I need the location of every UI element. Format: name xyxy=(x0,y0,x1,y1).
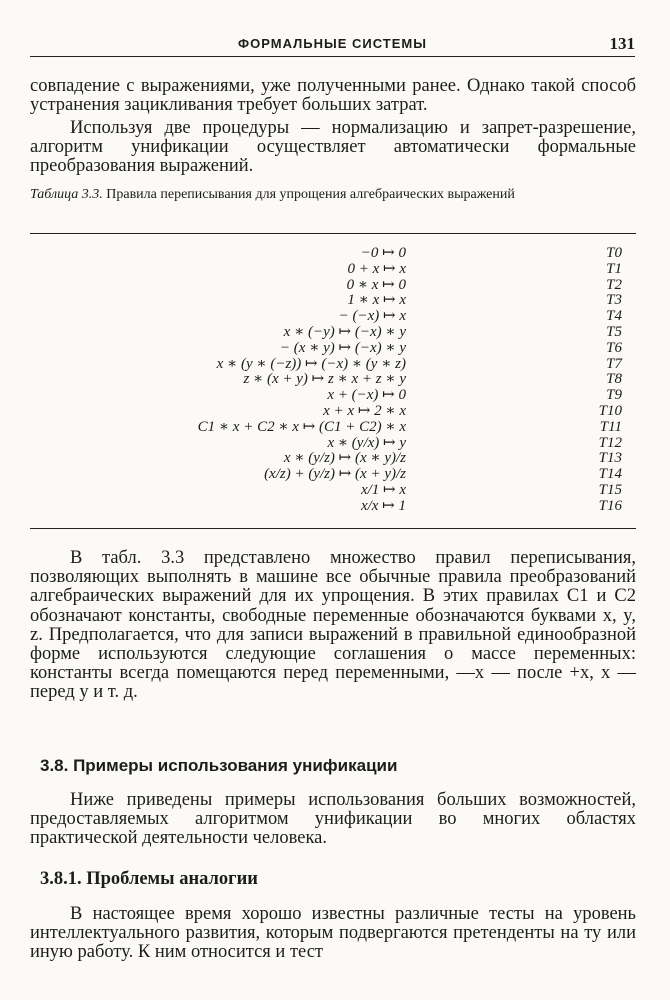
table-row xyxy=(30,499,636,515)
table-row xyxy=(30,404,636,420)
table-row xyxy=(30,341,636,357)
rule-expression: z ∗ (x + y) ↦ z ∗ x + z ∗ y xyxy=(243,371,406,388)
rule-expression: x/x ↦ 1 xyxy=(360,497,406,514)
table-row xyxy=(30,262,636,278)
rule-expression: 0 ∗ x ↦ 0 xyxy=(346,276,406,293)
rule-label: T7 xyxy=(606,355,622,372)
rule-expression: x/1 ↦ x xyxy=(360,481,406,498)
rewrite-rules-table xyxy=(30,246,636,515)
table-caption xyxy=(30,187,636,203)
table-row xyxy=(30,309,636,325)
rule-label: T1 xyxy=(606,260,622,277)
paragraph-3: В табл. 3.3 представлено множество правил переписывания, позволяющих выполнять в машине все обычные правила преобразований алгебраических выражений для их упрощения. В этих правилах C1 и C2 обозначают константы, свободные переменные обозначаются буквами x, y, z. Предполагается, что для записи выражений в правильной единообразной форме используются следующие соглашения о массе переменных: константы всегда помещаются перед переменными, —x — после +x, x — перед y и т. д. xyxy=(30,548,636,703)
rule-label: T0 xyxy=(606,245,622,261)
rule-label: T5 xyxy=(606,323,622,340)
table-row xyxy=(30,451,636,467)
rule-expression: 1 ∗ x ↦ x xyxy=(347,292,406,309)
rule-expression: 0 + x ↦ x xyxy=(347,260,406,277)
table-top-rule xyxy=(30,233,636,234)
rule-expression: x ∗ (y/z) ↦ (x ∗ y)/z xyxy=(283,450,406,467)
rule-expression: C1 ∗ x + C2 ∗ x ↦ (C1 + C2) ∗ x xyxy=(197,418,406,435)
running-title: ФОРМАЛЬНЫЕ СИСТЕМЫ xyxy=(238,36,427,51)
rule-label: T9 xyxy=(606,387,622,404)
rule-expression: x + (−x) ↦ 0 xyxy=(327,387,406,404)
rule-label: T12 xyxy=(598,434,622,451)
rule-expression: x ∗ (y/x) ↦ y xyxy=(327,434,406,451)
rule-expression: x ∗ (−y) ↦ (−x) ∗ y xyxy=(283,323,406,340)
rule-expression: x + x ↦ 2 ∗ x xyxy=(323,402,406,419)
table-bottom-rule xyxy=(30,528,636,529)
table-row xyxy=(30,372,636,388)
rule-label: T11 xyxy=(599,418,622,435)
rule-label: T3 xyxy=(606,292,622,309)
table-row xyxy=(30,246,636,262)
table-caption-text: Правила переписывания для упрощения алгебраических выражений xyxy=(106,187,515,202)
paragraph-2: Используя две процедуры — нормализацию и запрет-разрешение, алгоритм унификации осуществляет автоматически формальные преобразования выражений. xyxy=(30,118,636,177)
rule-label: T2 xyxy=(606,276,622,293)
paragraph-4: Ниже приведены примеры использования больших возможностей, предоставляемых алгоритмом унификации во многих областях практической деятельности человека. xyxy=(30,790,636,849)
table-row xyxy=(30,293,636,309)
table-row xyxy=(30,467,636,483)
rule-label: T10 xyxy=(598,402,622,419)
page-number: 131 xyxy=(609,34,635,53)
rule-label: T6 xyxy=(606,339,622,356)
rule-label: T13 xyxy=(598,450,622,467)
table-row xyxy=(30,357,636,373)
rule-label: T15 xyxy=(598,481,622,498)
table-row xyxy=(30,483,636,499)
table-row xyxy=(30,325,636,341)
section-heading: 3.8. Примеры использования унификации xyxy=(40,756,398,775)
rule-label: T16 xyxy=(598,497,622,514)
rule-label: T14 xyxy=(598,466,622,483)
rule-label: T8 xyxy=(606,371,622,388)
rule-expression: (x/z) + (y/z) ↦ (x + y)/z xyxy=(264,466,406,483)
table-caption-label: Таблица 3.3. xyxy=(30,187,103,202)
rule-expression: −0 ↦ 0 xyxy=(360,245,406,261)
table-row xyxy=(30,436,636,452)
table-row xyxy=(30,388,636,404)
rule-expression: − (−x) ↦ x xyxy=(338,308,406,325)
rule-expression: − (x ∗ y) ↦ (−x) ∗ y xyxy=(279,339,406,356)
subsection-heading: 3.8.1. Проблемы аналогии xyxy=(40,869,258,889)
page-header xyxy=(30,34,635,57)
rule-label: T4 xyxy=(606,308,622,325)
table-row xyxy=(30,278,636,294)
rule-expression: x ∗ (y ∗ (−z)) ↦ (−x) ∗ (y ∗ z) xyxy=(216,355,406,372)
paragraph-1: совпадение с выражениями, уже полученными ранее. Однако такой способ устранения зацикливания требует больших затрат. xyxy=(30,76,636,116)
paragraph-5: В настоящее время хорошо известны различные тесты на уровень интеллектуального развития, которым подвергаются претенденты на ту или иную работу. К ним относится и тест xyxy=(30,904,636,963)
table-row xyxy=(30,420,636,436)
